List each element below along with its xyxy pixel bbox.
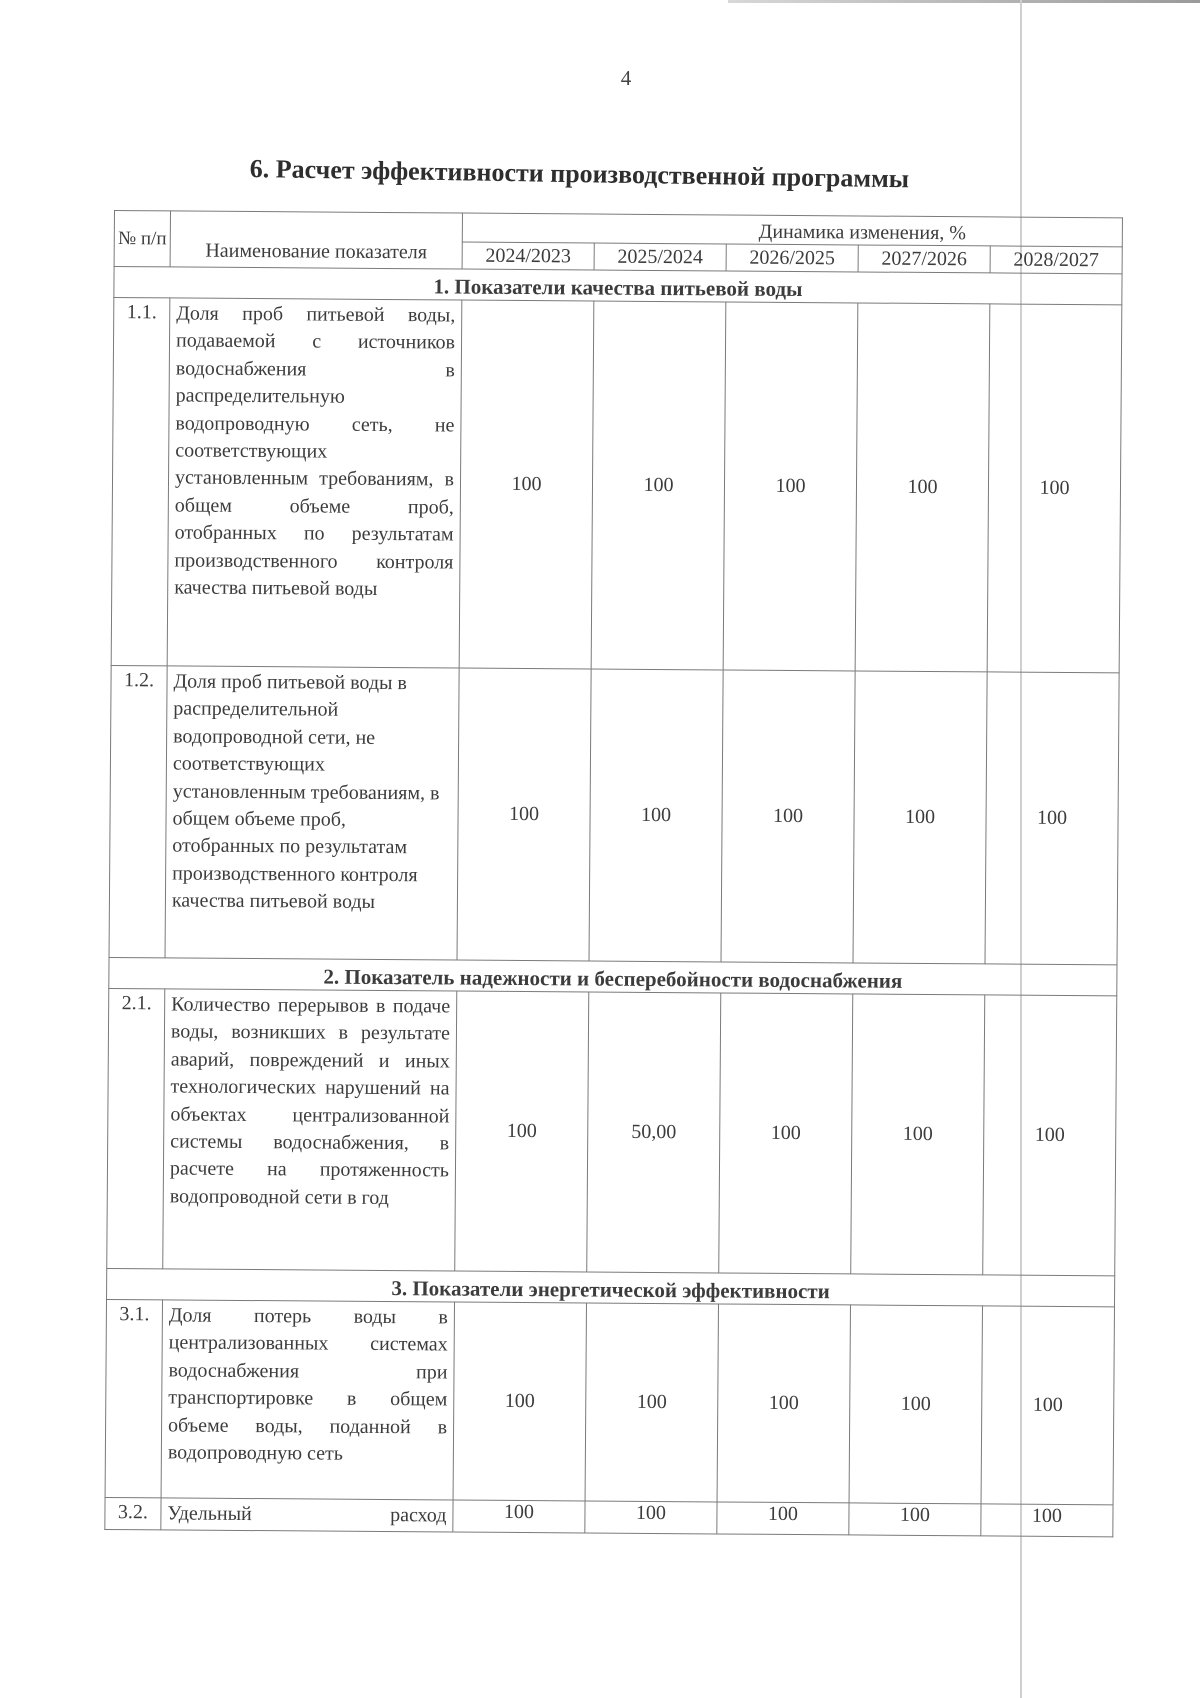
value-cell: 100 (723, 302, 858, 671)
indicator-name: Доля потерь воды в централизованных системах водоснабжения при транспортировке в общем объеме воды, поданной в водопроводную сеть (161, 1300, 454, 1500)
value-cell: 100 (457, 668, 591, 961)
section-title: 2. Показатель надежности и бесперебойности водоснабжения (109, 957, 1117, 995)
value-cell: 100 (455, 991, 589, 1272)
section-title: 3. Показатели энергетической эффективности (107, 1268, 1115, 1306)
value-cell: 100 (721, 670, 855, 963)
row-number: 1.1. (111, 298, 170, 666)
value-cell: 100 (849, 1305, 982, 1504)
header-year: 2027/2026 (858, 245, 990, 273)
row-number: 1.2. (109, 665, 167, 957)
value-cell: 100 (985, 672, 1119, 965)
efficiency-table-wrapper (104, 210, 1122, 1538)
table-row (105, 1497, 1113, 1537)
value-cell: 100 (717, 1502, 849, 1535)
value-cell: 100 (459, 300, 594, 669)
indicator-name: Доля проб питьевой воды, подаваемой с источников водоснабжения в распределительную водопроводную сеть, не соответствующих установленным требованиям, в общем объеме проб, отобранных по результатам производственного контроля качества питьевой воды (167, 298, 462, 668)
value-cell: 50,00 (587, 992, 721, 1273)
header-year: 2026/2025 (726, 244, 858, 272)
header-name: Наименование показателя (170, 211, 462, 269)
table-row (105, 1299, 1114, 1504)
header-year: 2024/2023 (462, 242, 594, 270)
value-cell: 100 (589, 669, 723, 962)
page-title: 6. Расчет эффективности производственной программы (249, 154, 910, 194)
header-num: № п/п (114, 211, 170, 267)
value-cell: 100 (585, 1501, 717, 1534)
table-row (107, 988, 1117, 1275)
section-title: 1. Показатели качества питьевой воды (114, 267, 1122, 305)
value-cell: 100 (453, 1500, 585, 1533)
value-cell: 100 (853, 671, 987, 964)
row-number: 3.1. (105, 1299, 162, 1497)
header-year: 2025/2024 (594, 243, 726, 271)
value-cell: 100 (855, 303, 990, 672)
table-row (111, 298, 1122, 673)
row-number: 3.2. (105, 1497, 161, 1530)
indicator-name: Доля проб питьевой воды в распределительной водопроводной сети, не соответствующих установленным требованиям, в общем объеме проб, отобранных по результатам производственного контроля качества питьевой воды (165, 666, 459, 960)
value-cell: 100 (849, 1503, 981, 1536)
header-year: 2028/2027 (990, 246, 1122, 274)
row-number: 2.1. (107, 988, 165, 1268)
value-cell: 100 (987, 304, 1122, 673)
value-cell: 100 (585, 1303, 718, 1502)
table-row (109, 665, 1119, 964)
header-dynamics: Динамика изменения, % (462, 213, 1122, 247)
value-cell: 100 (981, 1306, 1114, 1505)
indicator-name: Количество перерывов в подаче воды, возникших в результате аварий, повреждений и иных технологических нарушений на объектах централизованной системы водоснабжения, в расчете на протяженность водопроводной сети в год (163, 989, 457, 1271)
value-cell: 100 (719, 993, 853, 1274)
value-cell: 100 (591, 301, 726, 670)
scan-edge-top (728, 0, 1200, 3)
page-number: 4 (620, 66, 632, 90)
indicator-name: Удельный расход (161, 1498, 453, 1533)
value-cell: 100 (981, 1504, 1113, 1537)
value-cell: 100 (717, 1304, 850, 1503)
value-cell: 100 (453, 1302, 586, 1501)
value-cell: 100 (983, 995, 1117, 1276)
value-cell: 100 (851, 994, 985, 1275)
table-header-row (114, 211, 1122, 247)
efficiency-table (104, 210, 1123, 1538)
